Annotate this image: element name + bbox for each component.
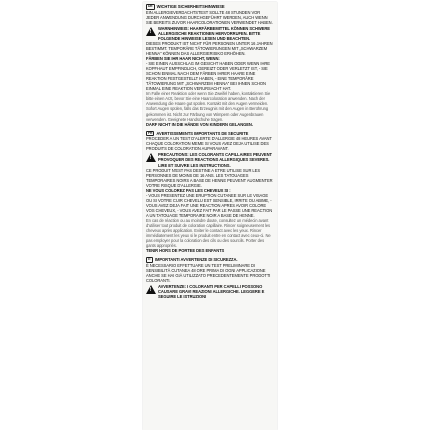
no-color-text: - SIE EINEN AUSSCHLAG IM GESICHT HABEN ODER WENN IHRE KOPFHAUT EMPFINDLICH, GEREIZT ODER VERLETZT IST, - SIE SCHON EINMAL NACH DEM FÄRBEN IHRER HAARE EINE REAKTION FESTGESTELLT HABEN, - EINE TEMPORÄRE TÄTOWIERUNG MIT „SCHWARZEM HENNA" BEI IHNEN SCHON EINMAL EINE REAKTION VERURSACHT HAT. <box>146 61 270 92</box>
warning-bold-text: PRECAUTIONS: LES COLORANTS CAPILLAIRES PEUVENT PROVOQUER DES REACTIONS ALLERGIQUES SEVERES. LIRE ET SUIVRE LES INSTRUCTIONS. <box>158 152 272 168</box>
closing-text: DARF NICHT IN DIE HÄNDE VON KINDERN GELANGEN. <box>146 121 253 127</box>
warning-triangle-icon <box>146 285 156 294</box>
no-color-heading: FÄRBEN SIE IHR HAAR NICHT, WENN: <box>146 56 220 62</box>
no-color-heading: NE VOUS COLOREZ PAS LES CHEVEUX SI : <box>146 187 231 193</box>
body-text: En cas de réaction ou au moindre doute, consultez un médecin avant d'utiliser tout produit de coloration capillaire. Rincer soigneusement les cheveux après application. Eviter le contact avec les yeux. Rincer immédiatement les yeux si le produit entre en contact avec ceux-ci. Ne pas employer pour la coloration des cils ou des sourcils. Porter des gants appropriés. <box>146 218 271 249</box>
warning-text: DIESES PRODUKT IST NICHT FÜR PERSONEN UNTER 16 JAHREN BESTIMMT. TEMPORÄRE TÄTOWIERUNGEN MIT „SCHWARZEM HENNA" KÖNNEN DAS ALLERGIERISIKO ERHÖHEN. <box>146 40 273 56</box>
warning-block <box>146 284 274 299</box>
no-color-text: - VOUS PRESENTEZ UNE ERUPTION CUTANEE SUR LE VISAGE OU SI VOTRE CUIR CHEVELU EST SENSIBLE, IRRITE OU ABIME, - VOUS AVEZ DEJA FAIT UNE REACTION APRES AVOIR COLORE VOS CHEVEUX, - VOUS AVEZ FAIT PAR LE PASSE UNE REACTION A UN TATOUAGE TEMPORAIRE NOIR A BASE DE HENNE. <box>146 192 273 218</box>
section-de <box>143 4 277 127</box>
warning-triangle-icon <box>146 153 156 162</box>
warning-bold-text: AVVERTENZE: I COLORANTI PER CAPELLI POSSONO CAUSARE GRAVI REAZIONI ALLERGICHE. LEGGERE E SEGUIRE LE ISTRUZIONI <box>158 284 265 300</box>
language-code-badge: DE <box>148 4 153 8</box>
heading-text: AVERTISSEMENTS IMPORTANTS DE SECURITE <box>156 130 249 136</box>
body-text: Im Falle einer Reaktion oder wenn Sie Zweifel haben, kontaktieren Sie bitte einen Arzt, bevor Sie eine Haarcoloration anwenden. Nach der Anwendung die Haare gut spülen. Kontakt mit den Augen vermeiden. Sofort Augen spülen, falls das Erzeugnis mit den Augen in Berührung gekommen ist. Nicht zur Färbung von Wimpern oder Augenbrauen verwenden. Geeignete Handschuhe tragen. <box>146 91 271 122</box>
heading-text: WICHTIGE SICHERHEITSHINWEISE <box>156 4 225 9</box>
warning-block <box>146 152 274 167</box>
closing-text: TENIR HORS DE PORTEE DES ENFANTS <box>146 248 225 254</box>
warning-text: CE PRODUIT N'EST PAS DESTINE A ETRE UTILISE SUR LES PERSONNES DE MOINS DE 16 ANS. LES TATOUAGES TEMPORAIRES NOIRS A BASE DE HENNE PEUVENT AUGMENTER VOTRE RISQUE D'ALLERGIE. <box>146 167 273 188</box>
section-fr <box>143 131 277 254</box>
language-code-badge: FR <box>148 130 153 135</box>
intro-text: PROCEDER A UN TEST D'ALERTE D'ALLERGIE 48 HEURES AVANT CHAQUE COLORATION MEME SI VOUS AVEZ DEJA UTILISE DES PRODUITS DE COLORATION AUPARAVANT. <box>146 136 272 152</box>
language-code-badge: IT <box>148 257 151 262</box>
warning-bold-text: WARNHINWEIS: HAARFÄRBEMITTEL KÖNNEN SCHWERE ALLERGISCHE REAKTIONEN HERVORRUFEN. BITTE FOLGENDE HINWEISE LESEN UND BEACHTEN. <box>158 25 270 41</box>
intro-text: EIN ALLERGIEVERDACHTSTEST SOLLTE 48 STUNDEN VOR JEDER ANWENDUNG DURCHGEFÜHRT WERDEN, AUCH WENN SIE BEREITS ZUVOR HAARCOLORATIONEN VERWENDET HABEN. <box>146 9 273 25</box>
heading-text: IMPORTANTI AVVERTENZE DI SICUREZZA. <box>154 257 238 263</box>
intro-text: È NECESSARIO EFFETTUARE UN TEST PRELIMINARE DI SENSIBILITÀ CUTANEA 48 ORE PRIMA DI OGNI APPLICAZIONE ANCHE SE HAI GIÀ UTILIZZATO PRECEDENTEMENTE PRODOTTI COLORANTI. <box>146 262 271 284</box>
warning-triangle-icon <box>146 27 156 36</box>
section-it <box>143 257 277 299</box>
leaflet-strip <box>143 2 277 430</box>
warning-block <box>146 26 274 41</box>
